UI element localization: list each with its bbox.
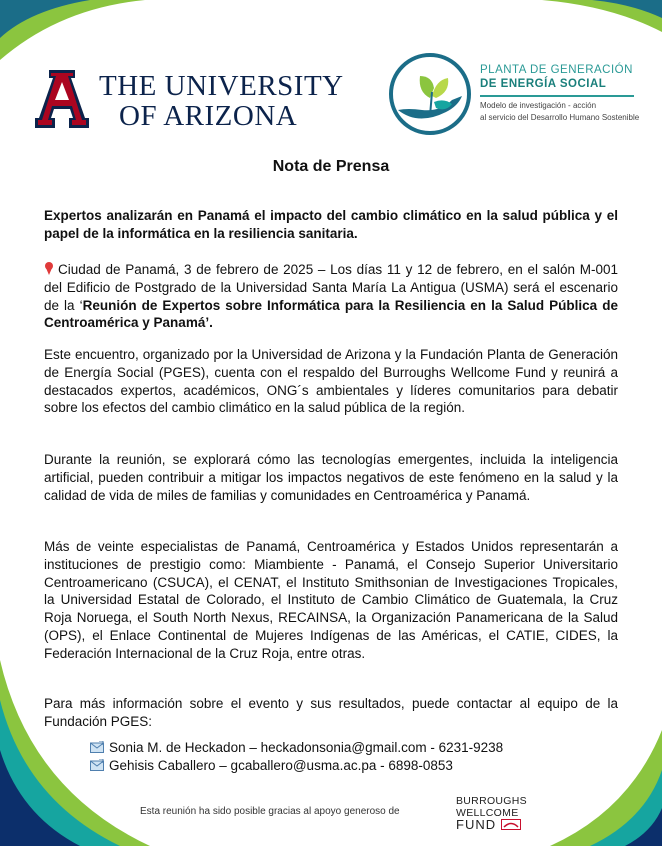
pges-name-line2: DE ENERGÍA SOCIAL — [480, 78, 607, 90]
pges-tagline-line1: Modelo de investigación - acción — [480, 101, 597, 110]
paragraph-location-date — [44, 261, 618, 332]
university-of-arizona-logo — [31, 68, 344, 132]
map-pin-icon — [44, 262, 54, 275]
contact-text[interactable]: Sonia M. de Heckadon – heckadonsonia@gmail.com - 6231-9238 — [109, 740, 504, 755]
paragraph-4: Más de veinte especialistas de Panamá, Centroamérica y Estados Unidos representarán a instituciones de prestigio como: Miambiente - Panamá, el Consejo Superior Universitario Centroamericano (CSUCA), el CENAT, el Instituto Smithsonian de Investigaciones Tropicales, la Universidad Estatal de Colorado, el Instituto de Cambio Climático de Guatemala, la Cruz Roja Noruega, el South North Nexus, RECAINSA, la Organización Panamericana de la Salud (OPS), el Enlace Continental de Mujeres Indígenas de las Américas, el CATIE, CIDES, la Federación Internacional de la Cruz Roja, entre otras. — [44, 539, 618, 661]
bottom-right-swoosh — [530, 730, 662, 846]
pges-emblem-icon — [388, 52, 472, 136]
contact-text[interactable]: Gehisis Caballero – gcaballero@usma.ac.pa - 6898-0853 — [109, 758, 453, 773]
email-icon — [90, 759, 105, 771]
sponsor-line3: FUND — [456, 819, 527, 831]
pges-tagline-line2: al servicio del Desarrollo Humano Sostenible — [480, 113, 640, 122]
footer-acknowledgement: Esta reunión ha sido posible gracias al apoyo generoso de — [140, 806, 400, 817]
arizona-a-icon — [31, 68, 93, 130]
pges-divider — [480, 95, 634, 97]
burroughs-wellcome-fund-logo — [456, 795, 527, 831]
sponsor-line2: WELLCOME — [456, 807, 519, 819]
ua-logo-line1: THE UNIVERSITY — [99, 70, 344, 102]
fund-emblem-icon — [501, 819, 521, 830]
paragraph-5: Para más información sobre el evento y sus resultados, puede contactar al equipo de la Fundación PGES: — [44, 696, 618, 729]
sponsor-line1: BURROUGHS — [456, 795, 527, 807]
pges-name-line1: PLANTA DE GENERACIÓN — [480, 64, 633, 76]
paragraph-1-text: Ciudad de Panamá, 3 de febrero de 2025 – Los días 11 y 12 de febrero, en el salón M-001 del Edificio de Postgrado de la Universidad Santa María La Antigua (USMA) será el escenario de la ‘ — [44, 262, 618, 313]
headline: Expertos analizarán en Panamá el impacto del cambio climático en la salud pública y el papel de la informática en la resiliencia sanitaria. — [44, 208, 618, 241]
contact-item — [90, 739, 503, 756]
email-icon — [90, 741, 105, 753]
page-title: Nota de Prensa — [272, 158, 390, 175]
paragraph-3: Durante la reunión, se explorará cómo las tecnologías emergentes, incluida la inteligencia artificial, pueden contribuir a mitigar los impactos negativos de este fenómeno en la salud y la calidad de vida de miles de familias y comunidades en Centroamérica y Panamá. — [44, 452, 618, 503]
event-name: Reunión de Expertos sobre Informática para la Resiliencia en la Salud Pública de Centroamérica y Panamá’. — [44, 297, 618, 331]
ua-logo-line2: OF ARIZONA — [119, 100, 298, 132]
contact-item — [90, 757, 453, 774]
pges-logo — [388, 50, 638, 140]
paragraph-2: Este encuentro, organizado por la Universidad de Arizona y la Fundación Planta de Generación de Energía Social (PGES), cuenta con el respaldo del Burroughs Wellcome Fund y reunirá a destacados expertos, académicos, ONG´s ambientales y líderes comunitarios para debatir sobre los efectos del cambio climático en la salud pública de la región. — [44, 347, 618, 416]
